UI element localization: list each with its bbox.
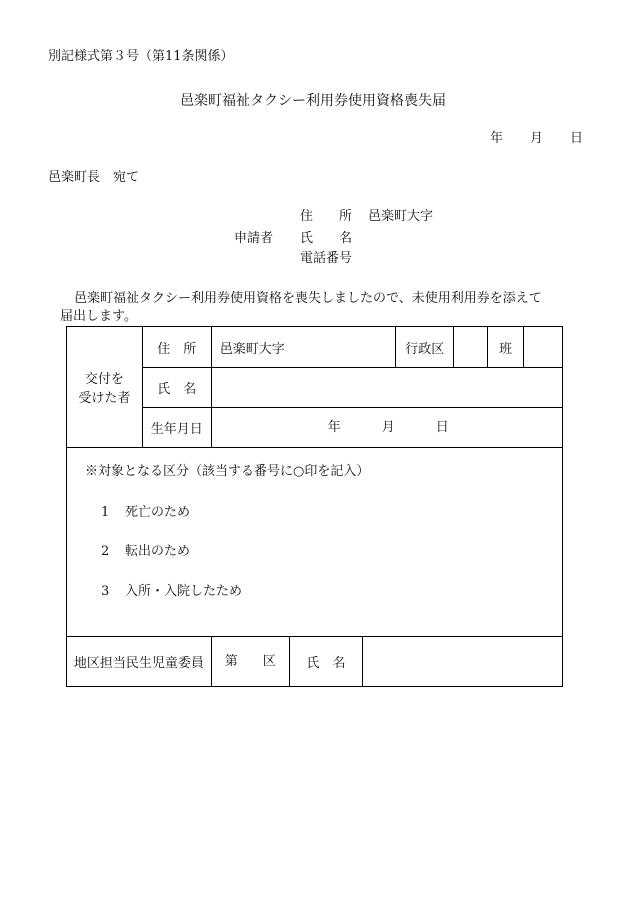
address-value: 邑楽町大字 bbox=[219, 341, 285, 357]
applicant-name-label: 氏 名 bbox=[300, 231, 353, 246]
reason-option-1-number[interactable]: 1 bbox=[101, 505, 110, 520]
name-label: 氏 名 bbox=[157, 382, 197, 397]
birth-day-label: 日 bbox=[435, 420, 449, 435]
reason-heading: ※対象となる区分（該当する番号に○印を記入） bbox=[85, 464, 370, 479]
ward-suffix: 区 bbox=[262, 654, 276, 669]
applicant-address-value: 邑楽町大字 bbox=[368, 209, 434, 224]
recipient-header-line2: 受けた者 bbox=[78, 391, 131, 406]
han-label-cell bbox=[488, 327, 524, 368]
district-value-cell[interactable] bbox=[454, 327, 488, 368]
han-label: 班 bbox=[499, 341, 513, 357]
commissioner-name-value-cell[interactable] bbox=[363, 637, 563, 687]
body-text-line1: 邑楽町福祉タクシー利用券使用資格を喪失しましたので、未使用利用券を添えて bbox=[74, 291, 542, 306]
commissioner-table bbox=[66, 636, 563, 687]
birth-value-cell[interactable] bbox=[211, 408, 562, 448]
address-label: 住 所 bbox=[157, 341, 197, 357]
birth-label: 生年月日 bbox=[150, 422, 203, 437]
document-title: 邑楽町福祉タクシー利用券使用資格喪失届 bbox=[180, 93, 446, 109]
han-value-cell[interactable] bbox=[524, 327, 563, 368]
commissioner-name-label-cell bbox=[289, 637, 363, 687]
recipient-header-cell bbox=[67, 327, 143, 448]
commissioner-label: 地区担当民生児童委員 bbox=[73, 656, 204, 671]
commissioner-name-label: 氏 名 bbox=[306, 656, 346, 671]
reason-option-3-number[interactable]: 3 bbox=[101, 584, 110, 599]
reason-option-2-number[interactable]: 2 bbox=[101, 544, 110, 559]
name-label-cell bbox=[142, 368, 211, 408]
reason-option-1-label: 死亡のため bbox=[125, 505, 191, 520]
ward-cell[interactable] bbox=[211, 637, 289, 687]
address-label-cell bbox=[142, 327, 211, 368]
applicant-label: 申請者 bbox=[234, 231, 274, 246]
reason-option-2-label: 転出のため bbox=[125, 544, 191, 559]
applicant-phone-label: 電話番号 bbox=[300, 251, 353, 266]
addressee: 邑楽町長 宛て bbox=[48, 170, 140, 185]
date-month-label: 月 bbox=[530, 131, 544, 146]
commissioner-label-cell bbox=[67, 637, 212, 687]
date-year-label: 年 bbox=[490, 131, 504, 146]
reason-section bbox=[66, 448, 563, 636]
form-number: 別記様式第３号（第11条関係） bbox=[48, 49, 234, 64]
birth-year-label: 年 bbox=[327, 420, 341, 435]
district-label: 行政区 bbox=[405, 341, 445, 357]
recipient-table bbox=[66, 326, 563, 448]
district-label-cell bbox=[396, 327, 454, 368]
birth-month-label: 月 bbox=[381, 420, 395, 435]
address-value-cell[interactable] bbox=[211, 327, 396, 368]
recipient-header-line1: 交付を bbox=[84, 372, 124, 387]
applicant-address-label: 住 所 bbox=[300, 209, 353, 224]
ward-prefix: 第 bbox=[224, 654, 238, 669]
body-text-line2: 届出します。 bbox=[60, 309, 137, 324]
reason-option-3-label: 入所・入院したため bbox=[125, 584, 243, 599]
name-value-cell[interactable] bbox=[211, 368, 562, 408]
date-day-label: 日 bbox=[570, 131, 584, 146]
birth-label-cell bbox=[142, 408, 211, 448]
